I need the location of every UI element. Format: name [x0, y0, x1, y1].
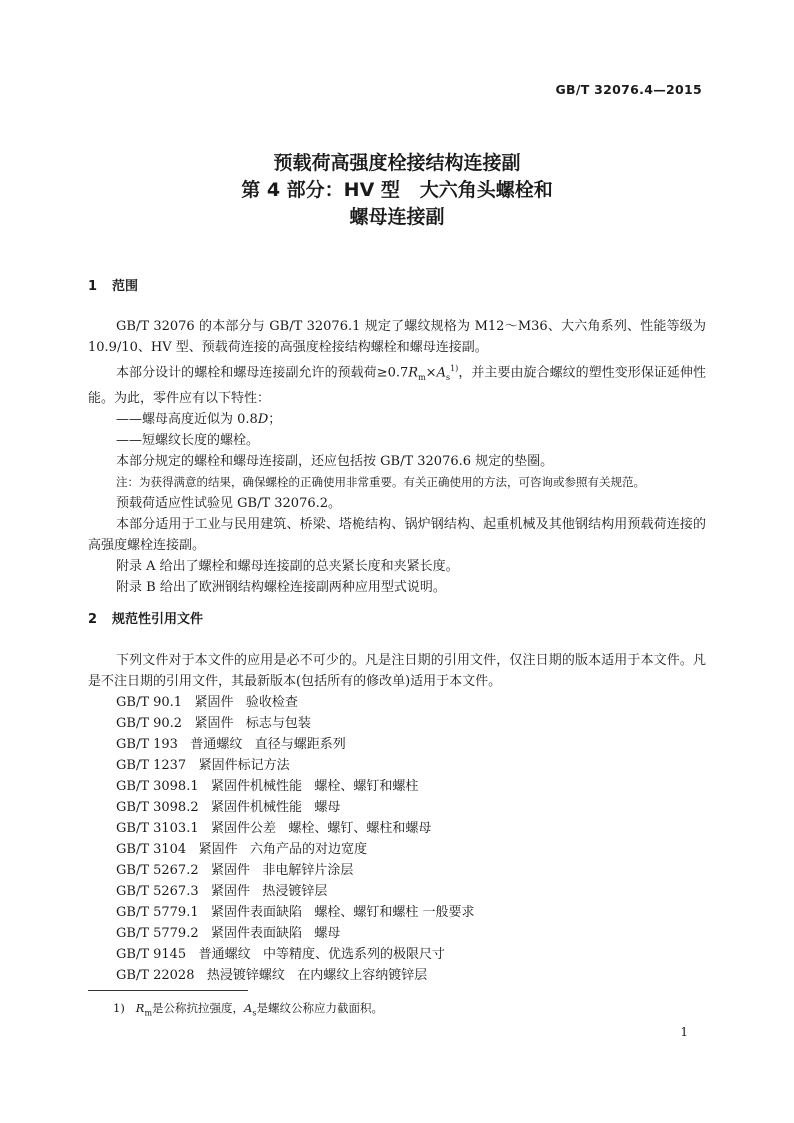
document-title — [0, 150, 794, 231]
section-2 — [88, 609, 706, 630]
section-2-number: 2 — [88, 612, 98, 627]
reference-item: GB/T 9145 普通螺纹 中等精度、优选系列的极限尺寸 — [116, 947, 445, 962]
title-line-2: 第 4 部分：HV 型 大六角头螺栓和 — [241, 179, 553, 201]
section-2-heading — [88, 609, 706, 630]
scope-note: 注：为获得满意的结果，确保螺栓的正确使用非常重要。有关正确使用的方法，可咨询或参照有关规范。 — [116, 474, 645, 489]
section-1-title: 范围 — [112, 279, 139, 294]
scope-paragraph-5: 本部分适用于工业与民用建筑、桥梁、塔桅结构、锅炉钢结构、起重机械及其他钢结构用预载荷连接的高强度螺栓连接副。 — [88, 516, 706, 553]
scope-paragraph-7: 附录 B 给出了欧洲钢结构螺栓连接副两种应用型式说明。 — [116, 579, 446, 595]
scope-paragraph-4: 预载荷适应性试验见 GB/T 32076.2。 — [116, 495, 342, 511]
section-1-body — [88, 316, 706, 598]
footnote-divider — [88, 990, 248, 991]
scope-paragraph-3: 本部分规定的螺栓和螺母连接副，还应包括按 GB/T 32076.6 规定的垫圈。 — [116, 453, 554, 469]
reference-item: GB/T 5267.2 紧固件 非电解锌片涂层 — [116, 863, 354, 878]
footnote: 1) $R_m$是公称抗拉强度，$A_s$是螺纹公称应力截面积。 — [113, 1001, 383, 1018]
reference-item: GB/T 5779.1 紧固件表面缺陷 螺栓、螺钉和螺柱 一般要求 — [116, 905, 475, 920]
feature-item-short-thread: ——短螺纹长度的螺栓。 — [116, 432, 260, 448]
section-1 — [88, 276, 706, 297]
reference-item: GB/T 22028 热浸镀锌螺纹 在内螺纹上容纳镀锌层 — [116, 968, 428, 983]
reference-item: GB/T 3098.1 紧固件机械性能 螺栓、螺钉和螺柱 — [116, 779, 419, 794]
section-2-title: 规范性引用文件 — [112, 612, 204, 627]
reference-item: GB/T 5779.2 紧固件表面缺陷 螺母 — [116, 926, 341, 941]
section-1-number: 1 — [88, 279, 98, 294]
reference-item: GB/T 90.2 紧固件 标志与包装 — [116, 716, 311, 731]
scope-paragraph-6: 附录 A 给出了螺栓和螺母连接副的总夹紧长度和夹紧长度。 — [116, 558, 459, 574]
reference-item: GB/T 90.1 紧固件 验收检查 — [116, 695, 298, 710]
reference-item: GB/T 5267.3 紧固件 热浸镀锌层 — [116, 884, 328, 899]
title-line-1: 预载荷高强度栓接结构连接副 — [273, 152, 521, 174]
reference-item: GB/T 1237 紧固件标记方法 — [116, 758, 290, 773]
scope-paragraph-2: 本部分设计的螺栓和螺母连接副允许的预载荷$\ge 0.7R_m\times A_s^{1)}$，并主要由旋合螺纹的塑性变形保证延伸性能。为此，零件应有以下特性： — [88, 364, 706, 406]
section-1-heading — [88, 276, 706, 297]
page-number: 1 — [680, 1025, 688, 1039]
title-line-3: 螺母连接副 — [349, 206, 445, 228]
feature-item-nut-height: ——螺母高度近似为 0.8D； — [116, 411, 282, 427]
reference-item: GB/T 193 普通螺纹 直径与螺距系列 — [116, 737, 346, 752]
scope-paragraph-1: GB/T 32076 的本部分与 GB/T 32076.1 规定了螺纹规格为 M12～M36、大六角系列、性能等级为 10.9/10、HV 型、预载荷连接的高强度栓接结构螺栓和螺母连接副。 — [88, 319, 706, 355]
reference-item: GB/T 3103.1 紧固件公差 螺栓、螺钉、螺柱和螺母 — [116, 821, 432, 836]
references-intro: 下列文件对于本文件的应用是必不可少的。凡是注日期的引用文件，仅注日期的版本适用于本文件。凡是不注日期的引用文件，其最新版本(包括所有的修改单)适用于本文件。 — [88, 653, 706, 689]
reference-item: GB/T 3104 紧固件 六角产品的对边宽度 — [116, 842, 367, 857]
standard-code: GB/T 32076.4—2015 — [555, 82, 702, 97]
section-2-body — [88, 650, 706, 986]
reference-item: GB/T 3098.2 紧固件机械性能 螺母 — [116, 800, 341, 815]
